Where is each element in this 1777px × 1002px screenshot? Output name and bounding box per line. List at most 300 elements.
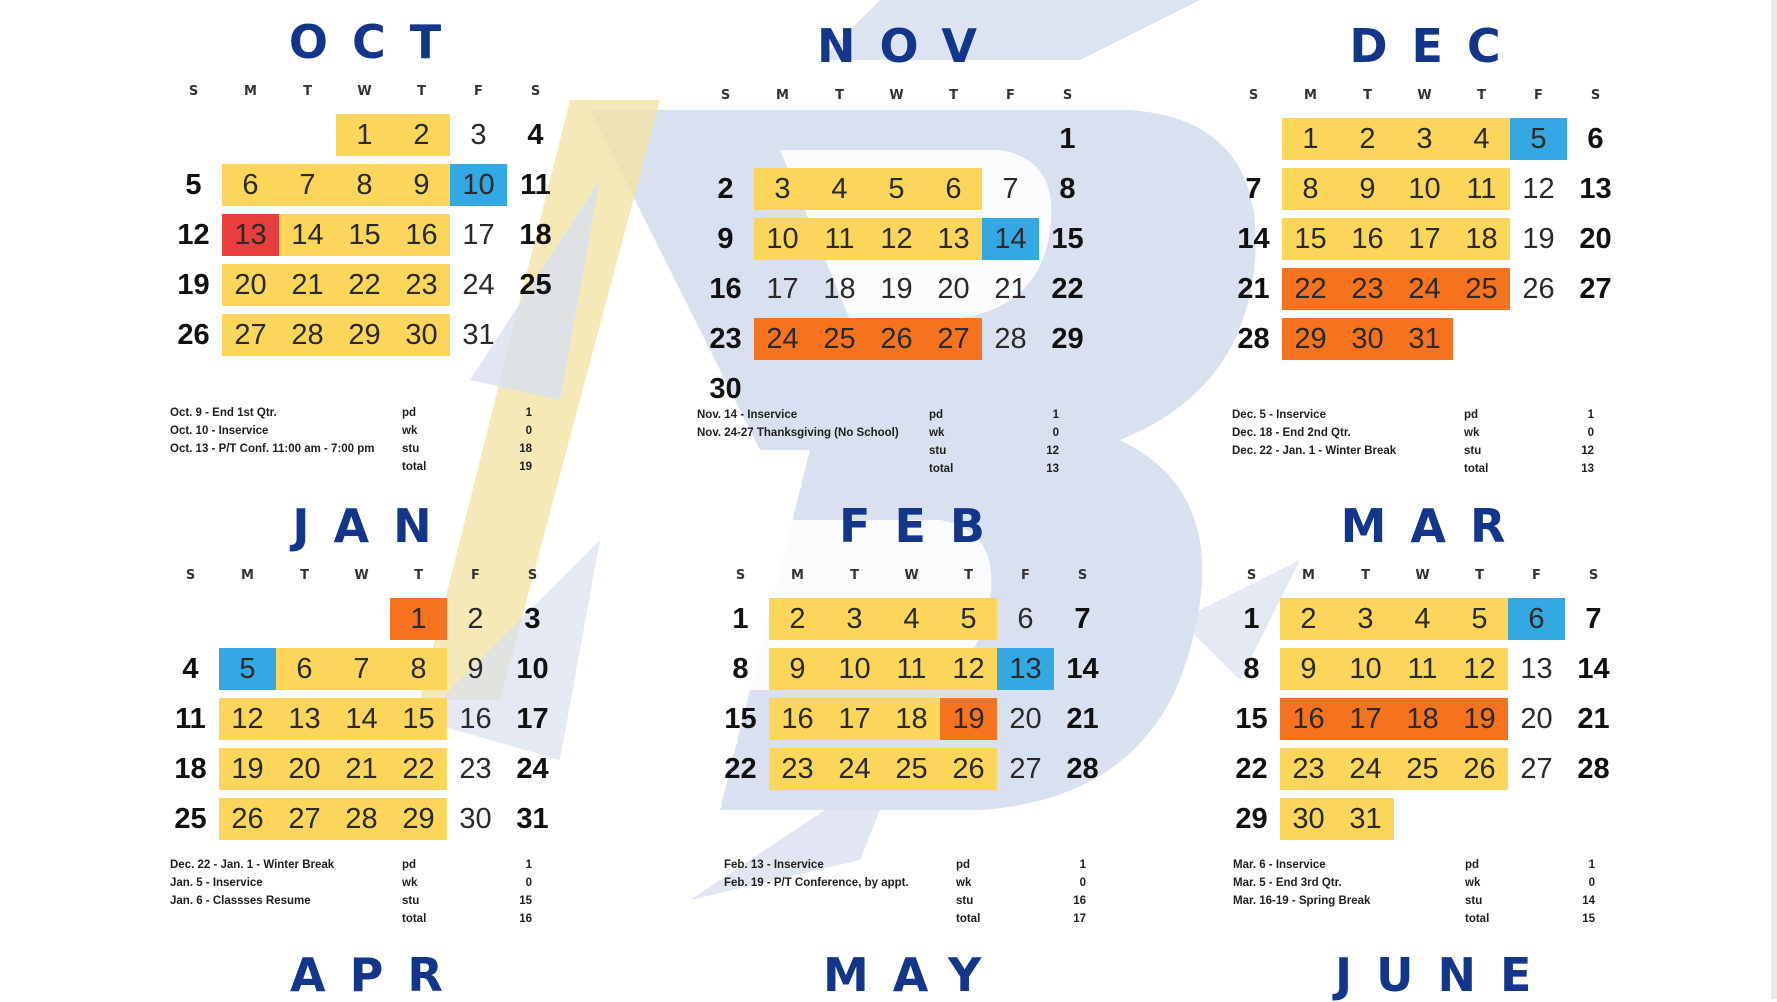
day-cell: 16 xyxy=(1280,698,1337,740)
day-cell: 22 xyxy=(390,748,447,790)
note-value: 0 xyxy=(525,877,532,889)
day-cell: 14 xyxy=(333,698,390,740)
day-cell: 17 xyxy=(1337,698,1394,740)
day-cell: 4 xyxy=(811,168,868,210)
day-cell: 15 xyxy=(390,698,447,740)
note-text: Dec. 22 - Jan. 1 - Winter Break xyxy=(1232,445,1397,457)
day-cell: 11 xyxy=(811,218,868,260)
day-cell: 10 xyxy=(1337,648,1394,690)
note-value: 19 xyxy=(519,461,532,473)
day-cell: 21 xyxy=(279,264,336,306)
note-value: 1 xyxy=(1079,859,1086,871)
weekday-label: W xyxy=(904,568,919,583)
day-cell: 6 xyxy=(222,164,279,206)
day-cell: 22 xyxy=(724,752,757,785)
day-cell: 9 xyxy=(769,648,826,690)
month-title-june: JUNE xyxy=(1335,948,1556,1002)
day-cell: 27 xyxy=(1579,272,1612,305)
day-cell: 5 xyxy=(219,648,276,690)
month-notes-oct xyxy=(170,404,550,476)
weekday-label: W xyxy=(1415,568,1430,583)
day-cell: 11 xyxy=(1394,648,1451,690)
day-cell: 5 xyxy=(1451,598,1508,640)
day-cell: 26 xyxy=(940,748,997,790)
day-cell: 16 xyxy=(1339,218,1396,260)
day-cell: 1 xyxy=(1282,118,1339,160)
day-grid xyxy=(165,110,565,360)
empty-cell xyxy=(754,114,811,164)
note-text xyxy=(724,910,956,928)
note-row xyxy=(170,440,550,458)
day-cell: 13 xyxy=(276,698,333,740)
note-text: Feb. 19 - P/T Conference, by appt. xyxy=(724,877,909,889)
day-cell: 25 xyxy=(1453,268,1510,310)
weekday-label: F xyxy=(1532,568,1541,583)
day-cell: 9 xyxy=(467,652,484,685)
day-cell: 21 xyxy=(1237,272,1270,305)
day-cell: 26 xyxy=(1451,748,1508,790)
day-cell: 7 xyxy=(1245,172,1262,205)
weekday-label: T xyxy=(949,88,958,103)
day-cell: 5 xyxy=(185,168,202,201)
day-cell: 1 xyxy=(390,598,447,640)
day-cell: 3 xyxy=(754,168,811,210)
note-row xyxy=(724,910,1104,928)
note-row xyxy=(1232,406,1612,424)
day-cell: 29 xyxy=(390,798,447,840)
month-notes-dec xyxy=(1232,406,1612,478)
day-cell: 12 xyxy=(1522,172,1555,205)
day-cell: 1 xyxy=(336,114,393,156)
day-cell: 27 xyxy=(276,798,333,840)
note-text: Oct. 13 - P/T Conf. 11:00 am - 7:00 pm xyxy=(170,443,375,455)
note-row xyxy=(170,422,550,440)
note-value: 18 xyxy=(519,443,532,455)
note-row xyxy=(1233,892,1613,910)
weekday-label: S xyxy=(1590,88,1601,103)
day-cell: 17 xyxy=(1396,218,1453,260)
day-cell: 18 xyxy=(1394,698,1451,740)
day-cell: 3 xyxy=(1337,598,1394,640)
note-value: 0 xyxy=(1079,877,1086,889)
day-cell: 24 xyxy=(462,268,495,301)
note-value: 12 xyxy=(1046,445,1059,457)
day-cell: 9 xyxy=(393,164,450,206)
day-cell: 3 xyxy=(1396,118,1453,160)
day-cell: 9 xyxy=(1280,648,1337,690)
month-notes-jan xyxy=(170,856,550,928)
weekday-label: T xyxy=(1477,88,1486,103)
day-grid xyxy=(712,594,1112,794)
day-cell: 31 xyxy=(1396,318,1453,360)
day-cell: 13 xyxy=(1520,652,1553,685)
weekday-label: F xyxy=(1534,88,1543,103)
day-grid xyxy=(1225,114,1625,364)
weekday-label: S xyxy=(185,568,196,583)
day-cell: 8 xyxy=(336,164,393,206)
day-cell: 23 xyxy=(1280,748,1337,790)
month-feb xyxy=(712,498,1112,794)
empty-cell xyxy=(333,594,390,644)
day-cell: 10 xyxy=(516,652,549,685)
note-label: stu xyxy=(1465,895,1483,907)
day-cell: 27 xyxy=(925,318,982,360)
weekday-label: F xyxy=(474,84,483,99)
weekday-label: T xyxy=(303,84,312,99)
day-cell: 26 xyxy=(177,318,210,351)
day-cell: 4 xyxy=(182,652,199,685)
day-cell: 15 xyxy=(724,702,757,735)
note-text: Feb. 13 - Inservice xyxy=(724,859,824,871)
day-cell: 18 xyxy=(1453,218,1510,260)
day-cell: 21 xyxy=(1577,702,1610,735)
day-cell: 12 xyxy=(1451,648,1508,690)
day-cell: 13 xyxy=(1579,172,1612,205)
day-cell: 4 xyxy=(1453,118,1510,160)
day-cell: 20 xyxy=(222,264,279,306)
note-label: total xyxy=(929,463,954,475)
day-cell: 10 xyxy=(826,648,883,690)
month-oct xyxy=(165,14,565,360)
weekday-label: S xyxy=(735,568,746,583)
note-row xyxy=(170,910,550,928)
day-cell: 22 xyxy=(1051,272,1084,305)
note-value: 1 xyxy=(525,859,532,871)
note-text: Dec. 5 - Inservice xyxy=(1232,409,1326,421)
weekday-label: T xyxy=(1475,568,1484,583)
month-title-dec: DEC xyxy=(1349,19,1525,73)
weekday-label: W xyxy=(357,84,372,99)
day-cell: 16 xyxy=(459,702,492,735)
weekday-label: S xyxy=(1588,568,1599,583)
note-value: 12 xyxy=(1581,445,1594,457)
day-cell: 2 xyxy=(769,598,826,640)
weekday-header xyxy=(712,568,1112,590)
day-cell: 4 xyxy=(527,118,544,151)
note-row xyxy=(724,874,1104,892)
day-cell: 12 xyxy=(177,218,210,251)
day-cell: 22 xyxy=(1235,752,1268,785)
day-cell: 26 xyxy=(868,318,925,360)
weekday-label: S xyxy=(530,84,541,99)
note-text xyxy=(724,892,956,910)
note-value: 15 xyxy=(1582,913,1595,925)
day-cell: 10 xyxy=(450,164,507,206)
day-cell: 18 xyxy=(174,752,207,785)
note-row xyxy=(170,404,550,422)
day-cell: 6 xyxy=(1017,602,1034,635)
day-cell: 23 xyxy=(1339,268,1396,310)
note-value: 1 xyxy=(1588,859,1595,871)
day-cell: 23 xyxy=(709,322,742,355)
day-cell: 16 xyxy=(769,698,826,740)
weekday-label: M xyxy=(241,568,254,583)
weekday-label: W xyxy=(1417,88,1432,103)
day-cell: 20 xyxy=(1579,222,1612,255)
day-cell: 12 xyxy=(868,218,925,260)
day-cell: 25 xyxy=(174,802,207,835)
note-label: total xyxy=(1465,913,1490,925)
weekday-header xyxy=(1225,88,1625,110)
weekday-label: S xyxy=(1248,88,1259,103)
note-text: Mar. 16-19 - Spring Break xyxy=(1233,895,1371,907)
day-cell: 8 xyxy=(390,648,447,690)
day-cell: 15 xyxy=(1051,222,1084,255)
note-row xyxy=(170,874,550,892)
day-cell: 11 xyxy=(175,702,206,735)
weekday-header xyxy=(1223,568,1623,590)
month-notes-feb xyxy=(724,856,1104,928)
weekday-label: T xyxy=(300,568,309,583)
day-cell: 27 xyxy=(222,314,279,356)
month-notes-mar xyxy=(1233,856,1613,928)
day-cell: 15 xyxy=(1282,218,1339,260)
day-cell: 22 xyxy=(336,264,393,306)
month-title-nov: NOV xyxy=(817,19,1001,73)
note-text: Mar. 6 - Inservice xyxy=(1233,859,1326,871)
empty-cell xyxy=(982,114,1039,164)
day-cell: 25 xyxy=(811,318,868,360)
weekday-label: W xyxy=(354,568,369,583)
day-cell: 4 xyxy=(1394,598,1451,640)
day-cell: 17 xyxy=(516,702,549,735)
page-edge xyxy=(1771,0,1777,999)
month-title-mar: MAR xyxy=(1340,499,1530,553)
note-text xyxy=(170,910,402,928)
weekday-label: M xyxy=(776,88,789,103)
day-cell: 27 xyxy=(1009,752,1042,785)
note-row xyxy=(697,442,1077,460)
empty-cell xyxy=(279,110,336,160)
day-cell: 20 xyxy=(276,748,333,790)
note-row xyxy=(1233,856,1613,874)
note-value: 1 xyxy=(1587,409,1594,421)
weekday-label: T xyxy=(964,568,973,583)
day-cell: 7 xyxy=(1585,602,1602,635)
weekday-label: T xyxy=(850,568,859,583)
day-cell: 25 xyxy=(1394,748,1451,790)
day-cell: 18 xyxy=(519,218,552,251)
weekday-label: T xyxy=(417,84,426,99)
note-text xyxy=(697,460,929,478)
day-cell: 28 xyxy=(279,314,336,356)
day-cell: 10 xyxy=(1396,168,1453,210)
day-cell: 2 xyxy=(717,172,734,205)
note-value: 0 xyxy=(525,425,532,437)
day-cell: 30 xyxy=(709,372,742,405)
day-cell: 8 xyxy=(732,652,749,685)
day-cell: 20 xyxy=(937,272,970,305)
day-cell: 1 xyxy=(1243,602,1260,635)
note-label: stu xyxy=(1464,445,1482,457)
day-cell: 10 xyxy=(754,218,811,260)
month-nov xyxy=(697,18,1097,414)
note-text xyxy=(697,442,929,460)
day-cell: 21 xyxy=(1066,702,1099,735)
day-cell: 8 xyxy=(1059,172,1076,205)
note-row xyxy=(170,856,550,874)
empty-cell xyxy=(165,110,222,160)
note-label: wk xyxy=(1464,427,1480,439)
day-cell: 23 xyxy=(769,748,826,790)
note-row xyxy=(1233,910,1613,928)
day-cell: 6 xyxy=(925,168,982,210)
note-text xyxy=(1233,910,1465,928)
day-cell: 17 xyxy=(766,272,799,305)
day-cell: 19 xyxy=(880,272,913,305)
note-row xyxy=(1233,874,1613,892)
day-cell: 31 xyxy=(516,802,549,835)
note-value: 13 xyxy=(1581,463,1594,475)
day-cell: 29 xyxy=(1051,322,1084,355)
day-cell: 5 xyxy=(940,598,997,640)
day-cell: 3 xyxy=(524,602,541,635)
day-cell: 13 xyxy=(925,218,982,260)
note-value: 16 xyxy=(519,913,532,925)
empty-cell xyxy=(925,114,982,164)
day-cell: 15 xyxy=(336,214,393,256)
day-cell: 13 xyxy=(997,648,1054,690)
empty-cell xyxy=(276,594,333,644)
day-cell: 30 xyxy=(1339,318,1396,360)
note-row xyxy=(697,406,1077,424)
note-label: total xyxy=(402,461,427,473)
note-label: pd xyxy=(1464,409,1479,421)
day-cell: 14 xyxy=(1066,652,1099,685)
day-cell: 26 xyxy=(1522,272,1555,305)
note-label: stu xyxy=(929,445,947,457)
weekday-label: S xyxy=(1246,568,1257,583)
day-cell: 30 xyxy=(1280,798,1337,840)
day-cell: 11 xyxy=(883,648,940,690)
note-text: Mar. 5 - End 3rd Qtr. xyxy=(1233,877,1342,889)
day-cell: 19 xyxy=(940,698,997,740)
day-cell: 17 xyxy=(826,698,883,740)
note-row xyxy=(1232,442,1612,460)
empty-cell xyxy=(219,594,276,644)
month-title-may: MAY xyxy=(823,948,1006,1002)
empty-cell xyxy=(868,114,925,164)
note-label: wk xyxy=(402,877,418,889)
day-cell: 19 xyxy=(1522,222,1555,255)
note-label: wk xyxy=(1465,877,1481,889)
day-cell: 24 xyxy=(826,748,883,790)
note-value: 1 xyxy=(525,407,532,419)
day-grid xyxy=(697,114,1097,414)
note-text xyxy=(1232,460,1464,478)
day-cell: 15 xyxy=(1235,702,1268,735)
day-cell: 23 xyxy=(393,264,450,306)
month-jan xyxy=(162,498,562,844)
day-cell: 1 xyxy=(732,602,749,635)
day-cell: 25 xyxy=(519,268,552,301)
note-label: stu xyxy=(402,443,420,455)
weekday-label: W xyxy=(889,88,904,103)
day-cell: 22 xyxy=(1282,268,1339,310)
day-cell: 31 xyxy=(1337,798,1394,840)
day-cell: 20 xyxy=(1520,702,1553,735)
day-cell: 28 xyxy=(333,798,390,840)
note-label: wk xyxy=(929,427,945,439)
note-label: pd xyxy=(929,409,944,421)
weekday-label: F xyxy=(1021,568,1030,583)
day-cell: 30 xyxy=(393,314,450,356)
note-row xyxy=(697,424,1077,442)
day-cell: 8 xyxy=(1243,652,1260,685)
day-cell: 24 xyxy=(754,318,811,360)
weekday-label: M xyxy=(244,84,257,99)
note-label: stu xyxy=(956,895,974,907)
day-cell: 8 xyxy=(1282,168,1339,210)
note-text: Oct. 10 - Inservice xyxy=(170,425,269,437)
empty-cell xyxy=(222,110,279,160)
day-cell: 12 xyxy=(940,648,997,690)
weekday-label: M xyxy=(1302,568,1315,583)
day-cell: 28 xyxy=(1237,322,1270,355)
day-grid xyxy=(162,594,562,844)
note-text: Dec. 18 - End 2nd Qtr. xyxy=(1232,427,1351,439)
day-cell: 5 xyxy=(868,168,925,210)
note-row xyxy=(170,892,550,910)
day-cell: 28 xyxy=(994,322,1027,355)
empty-cell xyxy=(1225,114,1282,164)
day-cell: 29 xyxy=(1282,318,1339,360)
note-text: Nov. 24-27 Thanksgiving (No School) xyxy=(697,427,899,439)
day-cell: 7 xyxy=(333,648,390,690)
day-cell: 19 xyxy=(177,268,210,301)
month-dec xyxy=(1225,18,1625,364)
month-title-oct: OCT xyxy=(288,15,466,69)
month-title-jan: JAN xyxy=(292,499,456,553)
note-value: 16 xyxy=(1073,895,1086,907)
note-label: total xyxy=(1464,463,1489,475)
weekday-label: S xyxy=(527,568,538,583)
weekday-label: T xyxy=(835,88,844,103)
day-cell: 14 xyxy=(279,214,336,256)
day-cell: 11 xyxy=(1453,168,1510,210)
note-label: stu xyxy=(402,895,420,907)
weekday-label: F xyxy=(1006,88,1015,103)
note-text: Oct. 9 - End 1st Qtr. xyxy=(170,407,277,419)
note-value: 17 xyxy=(1073,913,1086,925)
note-label: wk xyxy=(402,425,418,437)
day-cell: 3 xyxy=(470,118,487,151)
day-cell: 7 xyxy=(279,164,336,206)
note-value: 0 xyxy=(1052,427,1059,439)
note-row xyxy=(724,892,1104,910)
weekday-label: S xyxy=(1077,568,1088,583)
weekday-header xyxy=(697,88,1097,110)
note-value: 15 xyxy=(519,895,532,907)
day-cell: 7 xyxy=(1074,602,1091,635)
day-cell: 21 xyxy=(333,748,390,790)
day-cell: 6 xyxy=(276,648,333,690)
day-cell: 24 xyxy=(516,752,549,785)
note-text: Dec. 22 - Jan. 1 - Winter Break xyxy=(170,859,335,871)
day-cell: 4 xyxy=(883,598,940,640)
day-cell: 29 xyxy=(1235,802,1268,835)
day-cell: 19 xyxy=(1451,698,1508,740)
day-cell: 6 xyxy=(1508,598,1565,640)
day-cell: 5 xyxy=(1510,118,1567,160)
note-text: Jan. 5 - Inservice xyxy=(170,877,263,889)
day-cell: 1 xyxy=(1059,122,1076,155)
weekday-label: T xyxy=(1361,568,1370,583)
day-cell: 18 xyxy=(823,272,856,305)
weekday-label: T xyxy=(414,568,423,583)
day-cell: 13 xyxy=(222,214,279,256)
note-label: wk xyxy=(956,877,972,889)
